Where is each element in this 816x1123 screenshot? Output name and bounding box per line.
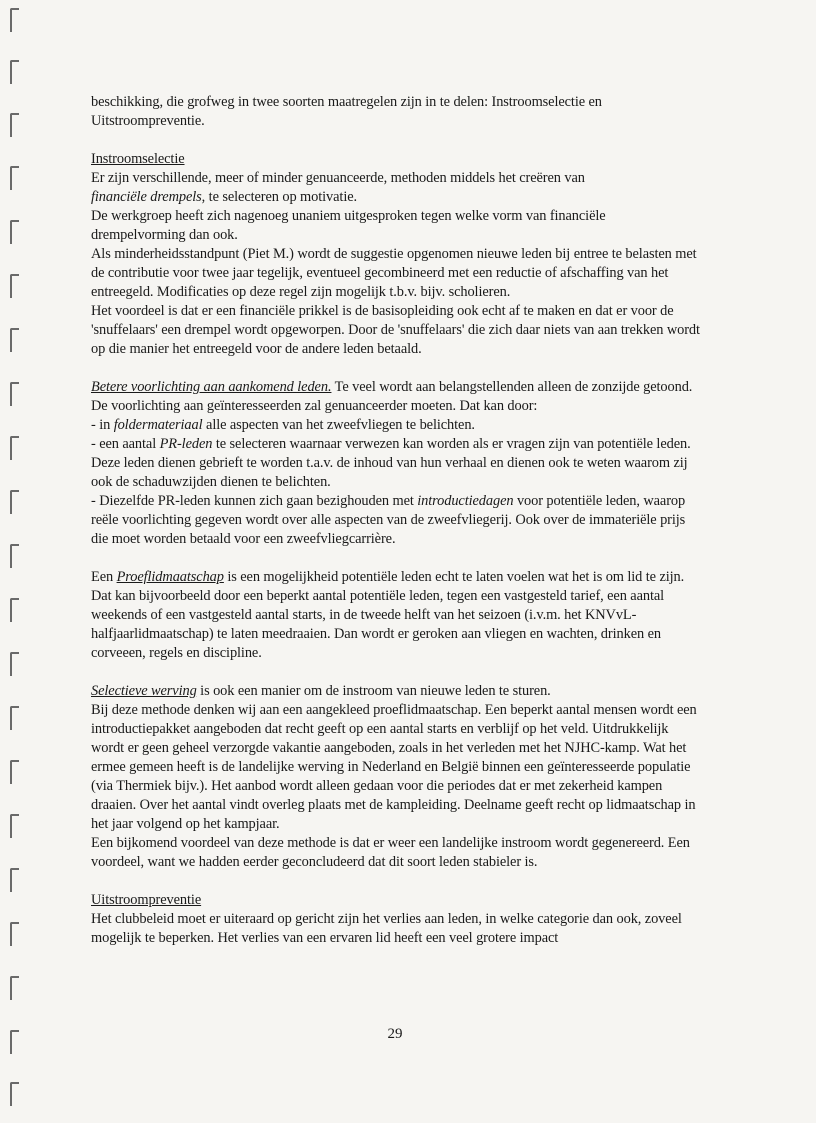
text-span: is ook een manier om de instroom van nieuwe leden te sturen. bbox=[196, 683, 551, 699]
list-item-pr-leden bbox=[91, 435, 701, 492]
binder-hole bbox=[10, 652, 19, 676]
paragraph-selectieve-werving-body: Bij deze methode denken wij aan een aangekleed proeflidmaatschap. Een beperkt aantal mensen wordt een introductiepakket aangeboden dat recht geeft op een aantal starts en verblijf op het veld. Uitdrukkelijk wordt er geen geheel verzorgde vakantie aangeboden, zoals in het verleden met het NJHC-kamp. Wat het ermee gemeen heeft is de landelijke werving in Nederland en België binnen een geïnteresseerde populatie (via Thermiek bijv.). Het aanbod wordt alleen gedaan voor die periodes dat er met zekerheid kampen draaien. Over het aantal vindt overleg plaats met de kampleiding. Deelname geeft recht op lidmaatschap in het jaar volgend op het kampjaar. bbox=[91, 702, 697, 832]
paragraph-betere-voorlichting bbox=[91, 378, 701, 416]
paragraph-voordeel: Het voordeel is dat er een financiële prikkel is de basisopleiding ook echt af te maken en dat er voor de 'snuffelaars' een drempel wordt opgeworpen. Door de 'snuffelaars' die zich daar niets van aan trekken wordt op die manier het entreegeld voor de andere leden betaald. bbox=[91, 303, 700, 357]
paragraph-intro: beschikking, die grofweg in twee soorten maatregelen zijn in te delen: Instroomselectie en Uitstroompreventie. bbox=[91, 94, 602, 129]
paragraph-minderheidsstandpunt: Als minderheidsstandpunt (Piet M.) wordt de suggestie opgenomen nieuwe leden bij entree te belasten met de contributie voor twee jaar tegelijk, eventueel gecombineerd met een reductie of afschaffing van het entreegeld. Modificaties op deze regel zijn mogelijk t.b.v. bijv. scholieren. bbox=[91, 246, 697, 300]
heading-selectieve-werving: Selectieve werving bbox=[91, 683, 197, 699]
page-number: 29 bbox=[387, 1026, 403, 1042]
paragraph-proeflidmaatschap bbox=[91, 568, 701, 663]
text-span: - Diezelfde PR-leden kunnen zich gaan bezighouden met bbox=[91, 493, 418, 509]
paragraph-financiele-drempels bbox=[91, 169, 701, 207]
text-span: Een bbox=[91, 569, 117, 585]
text-span: Te veel wordt aan belangstellenden alleen de zonzijde getoond. De voorlichting aan geïnteresseerden zal genuanceerder moeten. Dat kan door: bbox=[91, 379, 693, 414]
heading-instroomselectie: Instroomselectie bbox=[91, 151, 185, 167]
binder-hole bbox=[10, 922, 19, 946]
list-item-introductiedagen bbox=[91, 492, 701, 549]
binder-hole bbox=[10, 328, 19, 352]
text-span: voor potentiële leden, waarop reële voorlichting gegeven wordt over alle aspecten van de zweefvliegerij. Ook over de immateriële prijs die moet worden betaald voor een zweefvliegcarrière. bbox=[91, 493, 686, 547]
binder-hole bbox=[10, 1082, 19, 1106]
emphasis-financiele-drempels: financiële drempels bbox=[91, 189, 202, 205]
paragraph-selectieve-werving bbox=[91, 682, 701, 701]
binder-hole bbox=[10, 8, 19, 32]
binder-hole bbox=[10, 868, 19, 892]
text-span: te selecteren waarnaar verwezen kan worden als er vragen zijn van potentiële leden. Deze leden dienen gebrieft te worden t.a.v. de inhoud van hun verhaal en dienen ook te weten waarom zij ook de schaduwzijden dienen te belichten. bbox=[91, 436, 691, 490]
binder-hole bbox=[10, 598, 19, 622]
list-item-foldermateriaal bbox=[91, 416, 701, 435]
heading-betere-voorlichting: Betere voorlichting aan aankomend leden. bbox=[91, 379, 332, 395]
emphasis-pr-leden: PR-leden bbox=[159, 436, 213, 452]
binder-hole bbox=[10, 706, 19, 730]
text-span: alle aspecten van het zweefvliegen te belichten. bbox=[202, 417, 475, 433]
body-text bbox=[91, 93, 701, 948]
heading-uitstroompreventie: Uitstroompreventie bbox=[91, 892, 202, 908]
binder-holes bbox=[4, 0, 28, 1123]
emphasis-introductiedagen: introductiedagen bbox=[417, 493, 514, 509]
binder-hole bbox=[10, 436, 19, 460]
binder-hole bbox=[10, 220, 19, 244]
text-span: - in bbox=[91, 417, 114, 433]
binder-hole bbox=[10, 760, 19, 784]
heading-proeflidmaatschap: Proeflidmaatschap bbox=[116, 569, 224, 585]
binder-hole bbox=[10, 113, 19, 137]
text-span: is een mogelijkheid potentiële leden echt te laten voelen wat het is om lid te zijn. Dat kan bijvoorbeeld door een beperkt aantal potentiële leden, tegen een vastgesteld tarief, een aantal weekends of een vastgesteld aantal starts, in de tweede helft van het seizoen (i.v.m. het KNVvL-halfjaarlidmaatschap) te laten meedraaien. Dan wordt er geroken aan vliegen en wachten, drinken en corveeen, regels en discipline. bbox=[91, 569, 685, 661]
paragraph-bijkomend-voordeel: Een bijkomend voordeel van deze methode is dat er weer een landelijke instroom wordt gegenereerd. Een voordeel, want we hadden eerder geconcludeerd dat dit soort leden stabieler is. bbox=[91, 835, 690, 870]
binder-hole bbox=[10, 274, 19, 298]
emphasis-foldermateriaal: foldermateriaal bbox=[113, 417, 203, 433]
binder-hole bbox=[10, 976, 19, 1000]
binder-hole bbox=[10, 60, 19, 84]
paragraph-clubbeleid: Het clubbeleid moet er uiteraard op gericht zijn het verlies aan leden, in welke categorie dan ook, zoveel mogelijk te beperken. Het verlies van een ervaren lid heeft een veel grotere impact bbox=[91, 911, 682, 946]
text-span: Er zijn verschillende, meer of minder genuanceerde, methoden middels het creëren van bbox=[91, 170, 585, 186]
text-span: , te selecteren op motivatie. bbox=[201, 189, 358, 205]
binder-hole bbox=[10, 166, 19, 190]
paragraph-werkgroep: De werkgroep heeft zich nagenoeg unaniem uitgesproken tegen welke vorm van financiële drempelvorming dan ook. bbox=[91, 208, 606, 243]
binder-hole bbox=[10, 544, 19, 568]
binder-hole bbox=[10, 382, 19, 406]
binder-hole bbox=[10, 814, 19, 838]
binder-hole bbox=[10, 490, 19, 514]
text-span: - een aantal bbox=[91, 436, 160, 452]
